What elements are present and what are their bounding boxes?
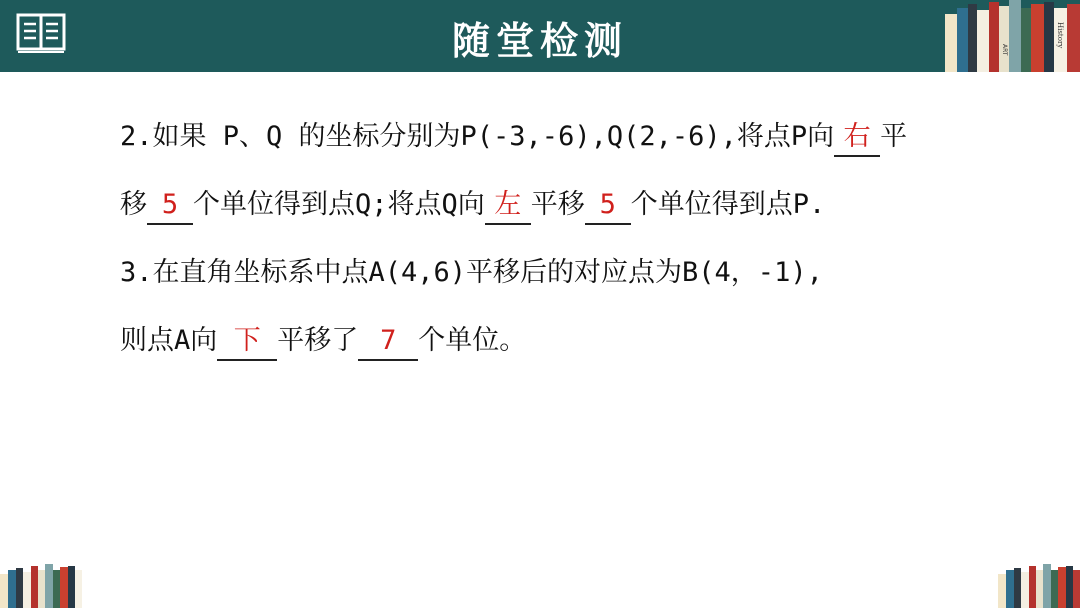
- question-2-line-2: 移 5 个单位得到点Q;将点Q向 左 平移 5 个单位得到点P.: [120, 180, 980, 248]
- question-2-line-1: 2.如果 P、Q 的坐标分别为P(-3,-6),Q(2,-6),将点P向 右 平: [120, 112, 980, 180]
- bookshelf-icon: [0, 564, 82, 608]
- answer-blank: 5: [585, 187, 631, 225]
- question-body: [120, 112, 980, 384]
- question-3-line-2: 则点A向 下 平移了 7 个单位。: [120, 316, 980, 384]
- question-3-line-1: 3.在直角坐标系中点A(4,6)平移后的对应点为B(4，-1),: [120, 257, 823, 288]
- bookshelf-icon: [998, 564, 1080, 608]
- answer-blank: 5: [147, 187, 193, 225]
- answer-blank: 7: [358, 323, 418, 361]
- answer-blank: 左: [485, 187, 531, 225]
- answer-blank: 下: [217, 323, 277, 361]
- answer-blank: 右: [834, 119, 880, 157]
- header-bar: [0, 0, 1080, 72]
- spine-art-label: ART: [1001, 44, 1008, 56]
- bookshelf-icon: [945, 0, 1080, 72]
- spine-history-label: History: [1056, 22, 1064, 49]
- page-title: 随堂检测: [451, 18, 628, 63]
